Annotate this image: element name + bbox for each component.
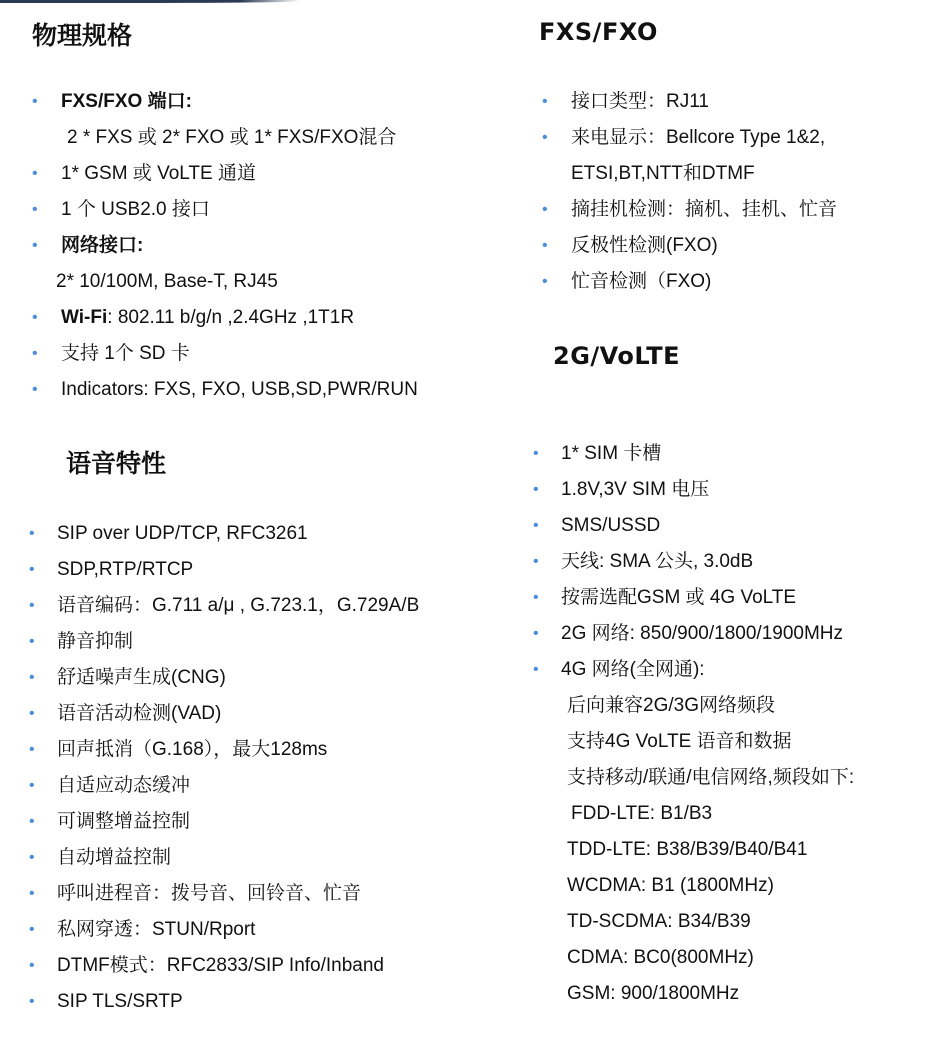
- list-item: [536, 904, 854, 940]
- physical-specs-list: [36, 84, 418, 408]
- list-item: [536, 868, 854, 904]
- list-item-text: 反极性检测(FXO): [571, 235, 718, 256]
- list-item: [36, 192, 418, 228]
- physical-specs-heading: 物理规格: [32, 21, 133, 50]
- list-item: [32, 516, 419, 552]
- list-item: [545, 84, 837, 120]
- list-item: [32, 804, 419, 840]
- list-item: [536, 508, 854, 544]
- list-item-text: TD-SCDMA: B34/B39: [567, 911, 751, 932]
- list-item-text: 静音抑制: [57, 631, 134, 652]
- list-item-text: 天线: SMA 公头, 3.0dB: [561, 551, 754, 572]
- top-rule-decoration: [0, 0, 300, 3]
- network-port-label: 网络接口:: [61, 235, 144, 256]
- list-item: [36, 156, 418, 192]
- list-item-text: 2* 10/100M, Base-T, RJ45: [56, 271, 278, 292]
- list-item: [536, 832, 854, 868]
- list-item: [32, 984, 419, 1020]
- list-item-text: 1* GSM 或 VoLTE 通道: [61, 163, 256, 184]
- list-item-text: 舒适噪声生成(CNG): [57, 667, 226, 688]
- list-item-text: 私网穿透：STUN/Rport: [57, 919, 256, 940]
- voice-features-list: [32, 516, 419, 1020]
- list-item-text: ETSI,BT,NTT和DTMF: [571, 163, 755, 184]
- cellular-list: [536, 436, 854, 1012]
- list-item: [536, 796, 854, 832]
- fxs-fxo-port-label: FXS/FXO 端口:: [61, 91, 192, 112]
- list-item-text: 1 个 USB2.0 接口: [61, 199, 210, 220]
- list-item: [536, 580, 854, 616]
- list-item: [545, 264, 837, 300]
- list-item: [36, 84, 418, 120]
- list-item-text: 回声抵消（G.168），最大128ms: [57, 739, 328, 760]
- list-item: [32, 588, 419, 624]
- list-item-text: Indicators: FXS, FXO, USB,SD,PWR/RUN: [61, 379, 418, 400]
- list-item-text: SIP over UDP/TCP, RFC3261: [57, 523, 308, 544]
- list-item: [32, 732, 419, 768]
- list-item-text: 来电显示：Bellcore Type 1&2,: [571, 127, 826, 148]
- list-item: [536, 688, 854, 724]
- list-item-text: 自适应动态缓冲: [57, 775, 191, 796]
- list-item: [32, 552, 419, 588]
- list-item: [36, 228, 418, 264]
- list-item: [32, 768, 419, 804]
- list-item: [536, 472, 854, 508]
- list-item: [32, 624, 419, 660]
- list-item-text: 摘挂机检测：摘机、挂机、忙音: [571, 199, 838, 220]
- list-item: [536, 724, 854, 760]
- list-item-text: 语音活动检测(VAD): [57, 703, 222, 724]
- list-item: [536, 976, 854, 1012]
- list-item: [32, 660, 419, 696]
- list-item: [536, 652, 854, 688]
- list-item-text: CDMA: BC0(800MHz): [567, 947, 754, 968]
- list-item-text: GSM: 900/1800MHz: [567, 983, 740, 1004]
- list-item-text: 支持移动/联通/电信网络,频段如下:: [567, 767, 855, 788]
- list-item-text: 1.8V,3V SIM 电压: [561, 479, 710, 500]
- list-item: [32, 840, 419, 876]
- list-item-text: 支持4G VoLTE 语音和数据: [567, 731, 792, 752]
- list-item-text: 后向兼容2G/3G网络频段: [567, 695, 775, 716]
- list-item-text: DTMF模式：RFC2833/SIP Info/Inband: [57, 955, 384, 976]
- list-item: [32, 912, 419, 948]
- list-item: [545, 120, 837, 156]
- list-item-text: 可调整增益控制: [57, 811, 191, 832]
- list-item: [32, 696, 419, 732]
- list-item: [36, 336, 418, 372]
- list-item-text: 语音编码：G.711 a/μ , G.723.1，G.729A/B: [57, 595, 420, 616]
- list-item-text: 忙音检测（FXO): [571, 271, 712, 292]
- list-item-text: 按需选配GSM 或 4G VoLTE: [561, 587, 797, 608]
- fxs-fxo-heading: FXS/FXO: [539, 18, 658, 46]
- list-item-text: : 802.11 b/g/n ,2.4GHz ,1T1R: [107, 307, 355, 328]
- list-item: [32, 948, 419, 984]
- list-item: [32, 876, 419, 912]
- list-item-text: FDD-LTE: B1/B3: [571, 803, 713, 824]
- list-item: [536, 940, 854, 976]
- wifi-label: Wi-Fi: [61, 307, 108, 328]
- list-item: [545, 192, 837, 228]
- list-item: [536, 760, 854, 796]
- list-item: [536, 436, 854, 472]
- list-item-text: 接口类型：RJ11: [571, 91, 709, 112]
- list-item-text: SIP TLS/SRTP: [57, 991, 183, 1012]
- list-item-text: 2G 网络: 850/900/1800/1900MHz: [561, 623, 844, 644]
- list-item-text: 2 * FXS 或 2* FXO 或 1* FXS/FXO混合: [67, 127, 397, 148]
- list-item-text: 自动增益控制: [57, 847, 172, 868]
- list-item: [536, 616, 854, 652]
- list-item-text: SMS/USSD: [561, 515, 661, 536]
- list-item-text: 支持 1个 SD 卡: [61, 343, 190, 364]
- list-item: [36, 120, 418, 156]
- list-item: [36, 264, 418, 300]
- list-item: [36, 300, 418, 336]
- list-item-text: 呼叫进程音：拨号音、回铃音、忙音: [57, 883, 362, 904]
- list-item-text: SDP,RTP/RTCP: [57, 559, 194, 580]
- cellular-heading: 2G/VoLTE: [553, 342, 680, 370]
- list-item: [545, 228, 837, 264]
- fxs-fxo-list: [545, 84, 837, 300]
- list-item: [545, 156, 837, 192]
- list-item: [36, 372, 418, 408]
- voice-features-heading: 语音特性: [66, 449, 167, 478]
- list-item: [536, 544, 854, 580]
- list-item-text: TDD-LTE: B38/B39/B40/B41: [567, 839, 808, 860]
- list-item-text: 4G 网络(全网通):: [561, 659, 705, 680]
- list-item-text: 1* SIM 卡槽: [561, 443, 662, 464]
- list-item-text: WCDMA: B1 (1800MHz): [567, 875, 774, 896]
